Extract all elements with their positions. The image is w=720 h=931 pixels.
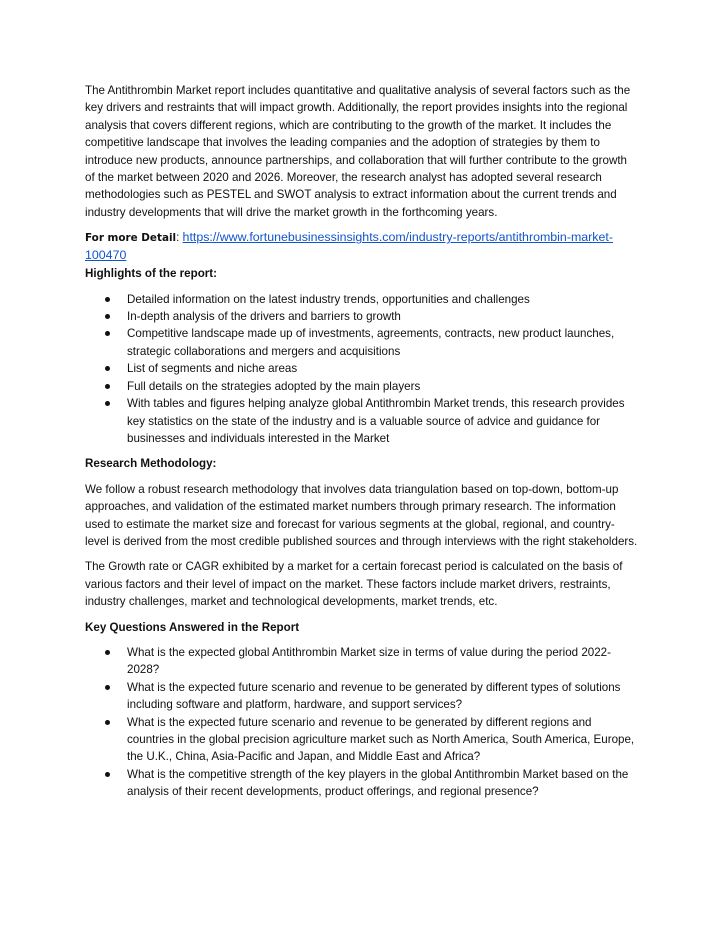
list-item: Competitive landscape made up of investments, agreements, contracts, new product launches, strategic collaborations and mergers and acquisitions [85,325,638,360]
research-heading: Research Methodology: [85,457,217,471]
more-detail-line [85,229,638,264]
questions-heading: Key Questions Answered in the Report [85,620,300,634]
research-paragraph-1: We follow a robust research methodology that involves data triangulation based on top-down, bottom-up approaches, and validation of the estimated market numbers through primary research. The information used to estimate the market size and forecast for various segments at the global, regional, and country-level is derived from the most credible published sources and through interviews with the right stakeholders. [85,482,638,548]
list-item: List of segments and niche areas [85,360,638,377]
bullet-icon [105,772,110,777]
list-item: Full details on the strategies adopted by the main players [85,378,638,395]
intro-paragraph: The Antithrombin Market report includes quantitative and qualitative analysis of several factors such as the key drivers and restraints that will impact growth. Additionally, the report provides insights into the regional analysis that covers different regions, which are contributing to the growth of the market. It includes the competitive landscape that involves the leading companies and the adoption of strategies by them to introduce new products, announce partnerships, and collaboration that will further contribute to the growth of the market between 2020 and 2026. Moreover, the research analyst has adopted several research methodologies such as PESTEL and SWOT analysis to extract information about the current trends and industry developments that will drive the market growth in the forthcoming years. [85,84,631,219]
bullet-icon [105,685,110,690]
list-item: In-depth analysis of the drivers and barriers to growth [85,308,638,325]
more-detail-label: For more Detail [85,232,177,245]
list-item: What is the expected future scenario and revenue to be generated by different regions and countries in the global precision agriculture market such as North America, South America, Europe, the U.K., China, Asia-Pacific and Japan, and Middle East and Africa? [85,714,638,766]
bullet-icon [105,401,110,406]
bullet-icon [105,720,110,725]
bullet-icon [105,314,110,319]
list-item: What is the expected global Antithrombin Market size in terms of value during the period 2022-2028? [85,644,638,679]
bullet-icon [105,650,110,655]
report-link-line1: https://www.fortunebusinessinsights.com/industry-reports/antithrombin-market- [182,230,613,245]
bullet-icon [105,366,110,371]
list-item: What is the competitive strength of the key players in the global Antithrombin Market based on the analysis of their recent developments, product offerings, and regional presence? [85,766,638,801]
research-paragraph-2: The Growth rate or CAGR exhibited by a market for a certain forecast period is calculated on the basis of various factors and their level of impact on the market. These factors include market drivers, restraints, industry challenges, market and technological developments, market trends, etc. [85,560,623,609]
highlights-list [85,291,638,448]
more-detail-colon: : [176,231,183,245]
bullet-icon [105,297,110,302]
bullet-icon [105,331,110,336]
questions-list [85,644,638,801]
list-item: Detailed information on the latest industry trends, opportunities and challenges [85,291,638,308]
bullet-icon [105,384,110,389]
document-body [85,82,638,801]
report-link-line2: 100470 [85,247,127,262]
list-item: With tables and figures helping analyze global Antithrombin Market trends, this research provides key statistics on the state of the industry and is a valuable source of advice and guidance for businesses and individuals interested in the Market [85,395,638,447]
highlights-heading: Highlights of the report: [85,267,218,281]
list-item: What is the expected future scenario and revenue to be generated by different types of solutions including software and platform, hardware, and support services? [85,679,638,714]
